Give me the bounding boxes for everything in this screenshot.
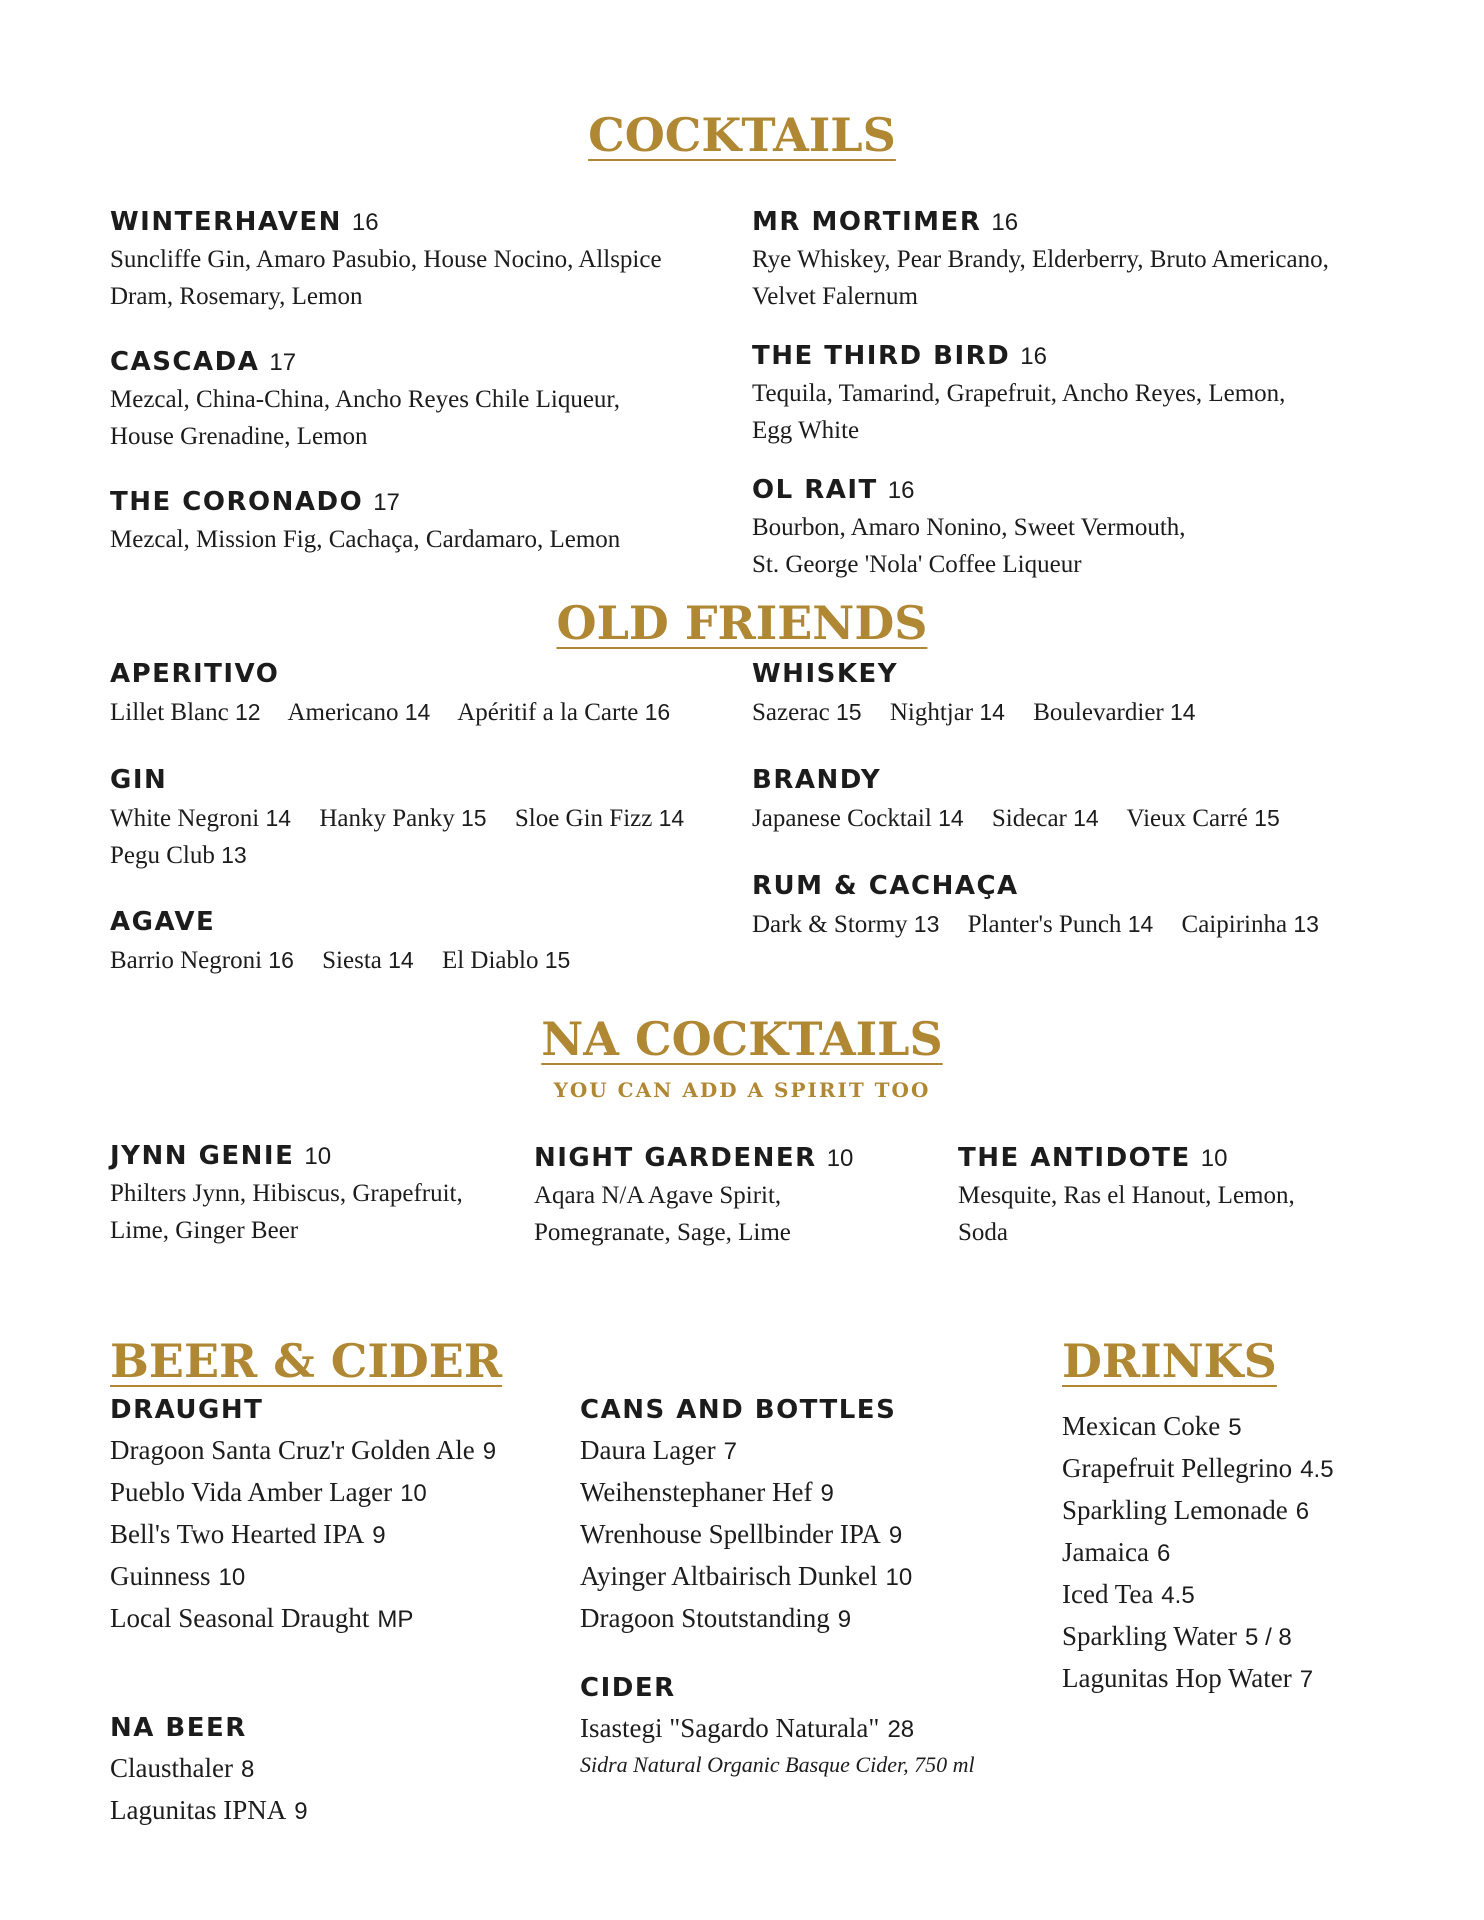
item-desc: Tequila, Tamarind, Grapefruit, Ancho Reyes, Lemon, (752, 380, 1286, 407)
list-item (110, 1598, 560, 1640)
item-price: 6 (1295, 1498, 1310, 1525)
menu-item (752, 206, 1412, 315)
item-price: 14 (388, 947, 414, 973)
item-name: Sparkling Lemonade (1062, 1495, 1288, 1525)
list-item (1062, 1490, 1462, 1532)
item-name: Weihenstephaner Hef (580, 1477, 813, 1507)
na-cocktails-title: NA COCKTAILS (541, 1012, 943, 1066)
list-item (110, 1472, 560, 1514)
menu-item (110, 206, 730, 315)
list-item (1062, 1532, 1462, 1574)
item-name: Dragoon Santa Cruz'r Golden Ale (110, 1435, 475, 1465)
category-name: CANS AND BOTTLES (580, 1395, 897, 1425)
list-item (1062, 1658, 1462, 1700)
item-name: Vieux Carré (1126, 805, 1248, 832)
item-name: Apéritif a la Carte (457, 699, 639, 726)
item-price: 13 (913, 911, 940, 937)
item-price: 13 (1293, 911, 1319, 937)
category-whiskey (752, 658, 1412, 731)
item-desc: Rye Whiskey, Pear Brandy, Elderberry, Bruto Americano, (752, 246, 1329, 273)
item-price: 10 (218, 1564, 246, 1591)
item-name: Sazerac (752, 699, 830, 726)
category-agave (110, 906, 730, 979)
item-price: 14 (404, 699, 431, 725)
item-desc: House Grenadine, Lemon (110, 423, 368, 450)
old-friends-title: OLD FRIENDS (556, 596, 928, 650)
category-name: BRANDY (752, 765, 882, 795)
item-desc: Mezcal, Mission Fig, Cachaça, Cardamaro, Lemon (110, 526, 621, 553)
menu-item (534, 1142, 954, 1251)
category-name: GIN (110, 765, 168, 795)
item-name: Lagunitas Hop Water (1062, 1663, 1292, 1693)
list-item (1062, 1448, 1462, 1490)
item-price: 16 (268, 947, 294, 973)
item-desc: St. George 'Nola' Coffee Liqueur (752, 551, 1082, 578)
category-name: CIDER (580, 1673, 676, 1703)
item-name: Dark & Stormy (752, 911, 908, 938)
item-price: 6 (1156, 1540, 1171, 1567)
category-name: RUM & CACHAÇA (752, 871, 1019, 901)
item-price: 10 (1200, 1145, 1228, 1172)
item-price: 9 (888, 1522, 903, 1549)
item-price: 14 (1170, 699, 1196, 725)
item-desc: Soda (958, 1219, 1008, 1246)
category-cans-bottles (580, 1394, 1020, 1640)
item-name: Sloe Gin Fizz (514, 805, 653, 832)
item-desc: Suncliffe Gin, Amaro Pasubio, House Nocino, Allspice (110, 246, 662, 273)
item-name: Jamaica (1062, 1537, 1149, 1567)
item-desc: Velvet Falernum (752, 283, 918, 310)
item-price: 14 (1073, 805, 1099, 831)
item-price: 10 (826, 1145, 854, 1172)
menu-item (110, 1140, 530, 1249)
item-price: 4.5 (1161, 1582, 1195, 1609)
item-name: Boulevardier (1033, 699, 1164, 726)
menu-item (958, 1142, 1378, 1251)
item-desc: Mesquite, Ras el Hanout, Lemon, (958, 1182, 1295, 1209)
category-name: WHISKEY (752, 659, 899, 689)
item-name: THE CORONADO (110, 487, 364, 517)
item-price: 16 (1020, 343, 1047, 370)
item-desc: Mezcal, China-China, Ancho Reyes Chile Liqueur, (110, 386, 620, 413)
menu-item (110, 346, 730, 455)
item-name: Iced Tea (1062, 1579, 1154, 1609)
category-cider (580, 1672, 1020, 1780)
item-price: 14 (938, 805, 964, 831)
item-name: Nightjar (889, 699, 974, 726)
list-item (580, 1472, 1020, 1514)
item-price: 9 (294, 1798, 308, 1825)
item-price: 15 (461, 805, 487, 831)
list-item (580, 1514, 1020, 1556)
list-item (580, 1556, 1020, 1598)
list-item (110, 1748, 560, 1790)
category-name: APERITIVO (110, 659, 280, 689)
item-price: 28 (887, 1716, 915, 1743)
item-price: 12 (234, 699, 261, 725)
item-price: 16 (644, 699, 671, 725)
item-name: Japanese Cocktail (752, 805, 932, 832)
item-name: Clausthaler (110, 1753, 233, 1783)
item-price: 16 (351, 209, 379, 236)
item-name: Pueblo Vida Amber Lager (110, 1477, 393, 1507)
item-price: 17 (373, 489, 400, 516)
item-price: 7 (1299, 1666, 1314, 1693)
drinks-title: DRINKS (1062, 1334, 1277, 1388)
list-item (110, 1514, 560, 1556)
category-name: DRAUGHT (110, 1395, 264, 1425)
item-price: 15 (544, 947, 571, 973)
list-item (580, 1708, 1020, 1750)
item-price: 4.5 (1300, 1456, 1334, 1483)
item-desc: Pomegranate, Sage, Lime (534, 1219, 791, 1246)
cocktails-title: COCKTAILS (588, 108, 896, 162)
item-name: OL RAIT (752, 475, 878, 505)
item-name: Caipirinha (1181, 911, 1288, 938)
category-na-beer (110, 1712, 560, 1832)
item-name: MR MORTIMER (752, 207, 982, 237)
item-price: 7 (723, 1438, 738, 1465)
item-desc: Bourbon, Amaro Nonino, Sweet Vermouth, (752, 514, 1186, 541)
item-price: 9 (372, 1522, 386, 1549)
item-price: 13 (221, 842, 247, 868)
item-price: 10 (400, 1480, 427, 1507)
item-name: Americano (287, 699, 399, 726)
item-price: 16 (991, 209, 1019, 236)
item-price: 9 (482, 1438, 497, 1465)
item-desc: Egg White (752, 417, 860, 444)
item-name: CASCADA (110, 347, 260, 377)
item-price: 14 (658, 805, 685, 831)
item-price: 10 (885, 1564, 913, 1591)
item-name: Mexican Coke (1062, 1411, 1221, 1441)
list-item (110, 1430, 560, 1472)
na-cocktails-subtitle: YOU CAN ADD A SPIRIT TOO (553, 1078, 931, 1102)
list-item (1062, 1406, 1462, 1448)
item-desc: Philters Jynn, Hibiscus, Grapefruit, (110, 1180, 463, 1207)
item-price: 8 (240, 1756, 255, 1783)
list-item (1062, 1574, 1462, 1616)
list-item (580, 1430, 1020, 1472)
menu-item (110, 486, 730, 558)
item-price: MP (377, 1606, 414, 1633)
item-name: Bell's Two Hearted IPA (110, 1519, 365, 1549)
item-name: THE ANTIDOTE (958, 1143, 1191, 1173)
item-name: Isastegi "Sagardo Naturala" (580, 1713, 880, 1743)
item-name: Ayinger Altbairisch Dunkel (580, 1561, 878, 1591)
item-price: 5 (1228, 1414, 1242, 1441)
item-price: 10 (304, 1143, 332, 1170)
item-name: Grapefruit Pellegrino (1062, 1453, 1293, 1483)
item-price: 14 (265, 805, 292, 831)
category-aperitivo (110, 658, 730, 731)
item-name: JYNN GENIE (110, 1141, 295, 1171)
item-desc: Dram, Rosemary, Lemon (110, 283, 363, 310)
menu-item (752, 340, 1412, 449)
item-name: White Negroni (110, 805, 260, 832)
item-name: Siesta (322, 947, 382, 974)
item-price: 14 (1127, 911, 1154, 937)
list-item (110, 1790, 560, 1832)
item-name: Pegu Club (110, 842, 215, 869)
list-item (110, 1556, 560, 1598)
item-name: El Diablo (441, 947, 539, 974)
item-name: Local Seasonal Draught (110, 1603, 370, 1633)
item-price: 9 (837, 1606, 852, 1633)
item-name: Hanky Panky (319, 805, 455, 832)
item-price: 15 (835, 699, 862, 725)
item-desc: Lime, Ginger Beer (110, 1217, 299, 1244)
category-name: NA BEER (110, 1713, 247, 1743)
item-price: 16 (887, 477, 915, 504)
category-rum (752, 870, 1412, 943)
item-name: NIGHT GARDENER (534, 1143, 817, 1173)
item-name: Sidecar (991, 805, 1067, 832)
item-name: Daura Lager (580, 1435, 716, 1465)
item-name: THE THIRD BIRD (752, 341, 1011, 371)
category-draught (110, 1394, 560, 1640)
cider-note: Sidra Natural Organic Basque Cider, 750 ml (580, 1752, 975, 1777)
category-name: AGAVE (110, 907, 216, 937)
item-name: Guinness (110, 1561, 211, 1591)
category-gin (110, 764, 740, 874)
item-desc: Aqara N/A Agave Spirit, (534, 1182, 782, 1209)
item-name: Lillet Blanc (110, 699, 229, 726)
list-item (1062, 1616, 1462, 1658)
item-name: Barrio Negroni (110, 947, 263, 974)
menu-item (752, 474, 1412, 583)
item-price: 15 (1254, 805, 1280, 831)
item-price: 17 (269, 349, 297, 376)
list-item (580, 1598, 1020, 1640)
item-name: Wrenhouse Spellbinder IPA (580, 1519, 881, 1549)
drinks-list (1062, 1402, 1462, 1700)
item-name: Sparkling Water (1062, 1621, 1238, 1651)
category-brandy (752, 764, 1412, 837)
item-price: 9 (820, 1480, 834, 1507)
item-name: WINTERHAVEN (110, 207, 342, 237)
item-price: 5 / 8 (1245, 1624, 1292, 1651)
item-name: Dragoon Stoutstanding (580, 1603, 830, 1633)
item-name: Planter's Punch (967, 911, 1122, 938)
beer-cider-title: BEER & CIDER (110, 1334, 503, 1388)
item-price: 14 (979, 699, 1005, 725)
item-name: Lagunitas IPNA (110, 1795, 287, 1825)
